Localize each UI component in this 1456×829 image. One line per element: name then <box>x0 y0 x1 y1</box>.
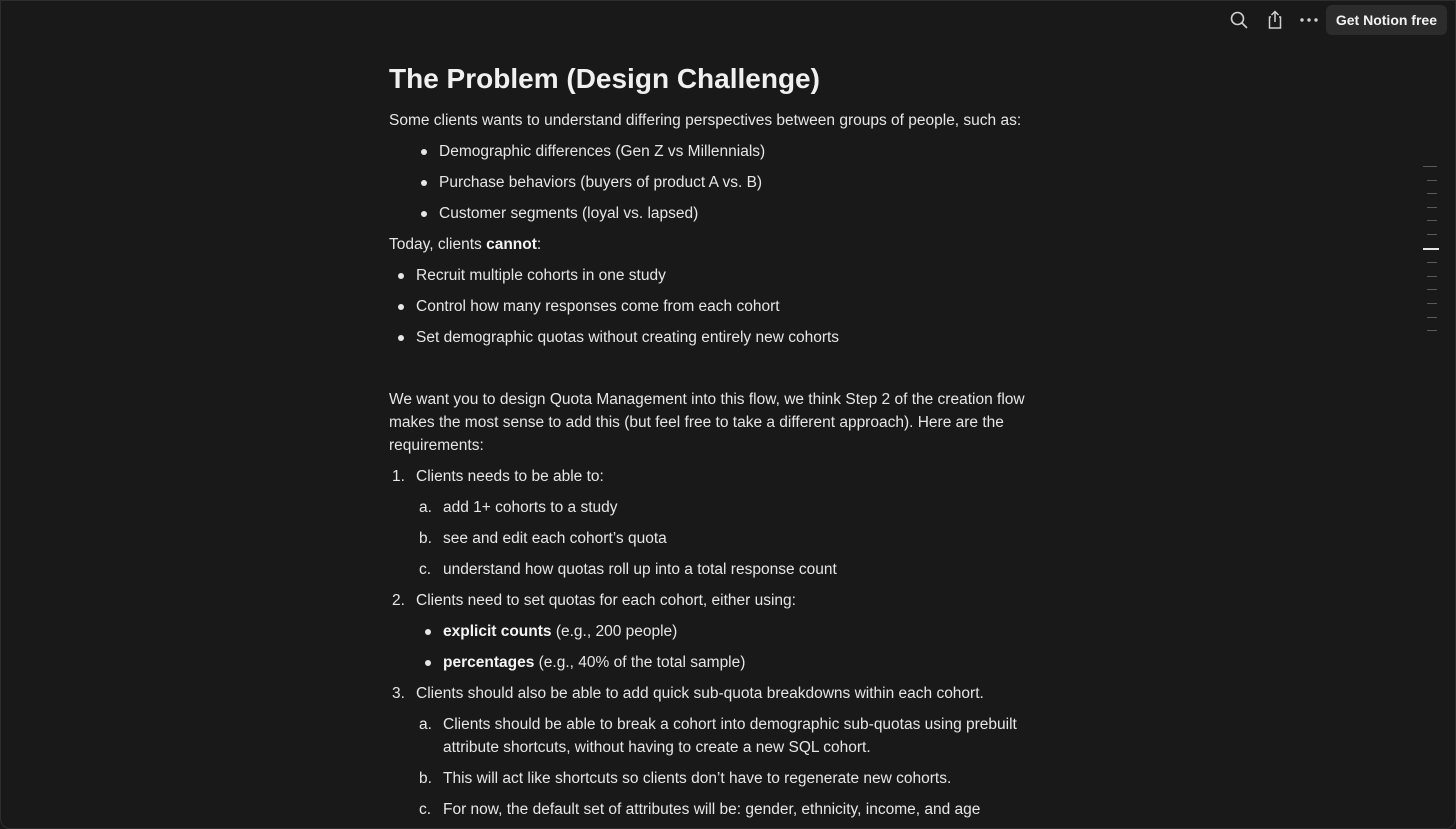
list-item <box>389 291 1049 322</box>
list-item-text: Control how many responses come from each cohort <box>416 298 780 315</box>
list-number: b. <box>419 770 432 787</box>
list-number: 2. <box>392 592 405 609</box>
list-number: a. <box>419 499 432 516</box>
list-number: 1. <box>392 468 405 485</box>
list-item <box>416 647 1049 678</box>
bullet-icon <box>421 211 427 217</box>
today-paragraph <box>389 229 1049 260</box>
requirement-2 <box>389 585 1049 616</box>
list-item-text: Clients should also be able to add quick sub-quota breakdowns within each cohort. <box>416 685 984 702</box>
today-text: Today, clients <box>389 236 487 253</box>
toc-marker[interactable] <box>1427 207 1437 208</box>
requirements-list <box>389 461 1049 825</box>
list-item-text: see and edit each cohort’s quota <box>443 530 667 547</box>
examples-list <box>389 136 1049 229</box>
list-item-text: Clients should be able to break a cohort into demographic sub-quotas using prebuilt attribute shortcuts, without having to create a new SQL cohort. <box>443 716 1017 756</box>
list-item-text: Recruit multiple cohorts in one study <box>416 267 666 284</box>
list-number: b. <box>419 530 432 547</box>
list-item-text: Demographic differences (Gen Z vs Millennials) <box>439 143 766 160</box>
toc-marker[interactable] <box>1427 180 1437 181</box>
list-item <box>416 794 1049 825</box>
list-item-text: Purchase behaviors (buyers of product A vs. B) <box>439 174 763 191</box>
list-item-text: (e.g., 200 people) <box>551 623 678 640</box>
list-item-text: understand how quotas roll up into a total response count <box>443 561 837 578</box>
requirement-3 <box>389 678 1049 709</box>
bullet-icon <box>398 335 404 341</box>
list-item-bold: explicit counts <box>443 623 552 640</box>
toc-marker[interactable] <box>1427 262 1437 263</box>
list-item <box>416 554 1049 585</box>
search-icon[interactable] <box>1228 9 1250 31</box>
list-item-text: Clients need to set quotas for each cohort, either using: <box>416 592 796 609</box>
toc-marker[interactable] <box>1423 166 1437 167</box>
toc-marker[interactable] <box>1427 276 1437 277</box>
toc-marker-active[interactable] <box>1423 248 1439 250</box>
list-item <box>389 260 1049 291</box>
list-number: c. <box>419 801 432 818</box>
page-content <box>389 61 1049 825</box>
toc-marker[interactable] <box>1427 330 1437 331</box>
toc-marker[interactable] <box>1427 193 1437 194</box>
list-item <box>416 616 1049 647</box>
bullet-icon <box>421 149 427 155</box>
list-item <box>389 322 1049 353</box>
list-item-text: This will act like shortcuts so clients don’t have to regenerate new cohorts. <box>443 770 952 787</box>
more-horizontal-icon[interactable] <box>1298 9 1320 31</box>
list-item-bold: percentages <box>443 654 535 671</box>
list-item <box>416 763 1049 794</box>
cannot-list <box>389 260 1049 353</box>
requirements-intro: We want you to design Quota Management into this flow, we think Step 2 of the creation flow makes the most sense to add this (but feel free to take a different approach). Here are the requirements: <box>389 391 1025 454</box>
intro-paragraph: Some clients wants to understand differing perspectives between groups of people, such as: <box>389 112 1022 129</box>
bullet-icon <box>421 180 427 186</box>
list-item-text: Clients needs to be able to: <box>416 468 604 485</box>
bullet-icon <box>425 660 431 666</box>
table-of-contents-rail[interactable] <box>1423 166 1437 344</box>
list-item-text: For now, the default set of attributes will be: gender, ethnicity, income, and age <box>443 801 981 818</box>
page-title: The Problem (Design Challenge) <box>389 63 820 94</box>
list-number: c. <box>419 561 432 578</box>
list-item-text: Set demographic quotas without creating entirely new cohorts <box>416 329 840 346</box>
list-item <box>412 198 1049 229</box>
get-notion-free-button[interactable]: Get Notion free <box>1326 5 1447 35</box>
requirement-1 <box>389 461 1049 492</box>
today-suffix: : <box>536 236 542 253</box>
list-number: a. <box>419 716 432 733</box>
bullet-icon <box>425 629 431 635</box>
list-item <box>416 523 1049 554</box>
today-bold-text: cannot <box>486 236 537 253</box>
list-item <box>416 492 1049 523</box>
toc-marker[interactable] <box>1427 220 1437 221</box>
list-number: 3. <box>392 685 405 702</box>
toc-marker[interactable] <box>1427 289 1437 290</box>
toc-marker[interactable] <box>1427 317 1437 318</box>
list-item-text: Customer segments (loyal vs. lapsed) <box>439 205 699 222</box>
share-icon[interactable] <box>1264 9 1286 31</box>
bullet-icon <box>398 304 404 310</box>
bullet-icon <box>398 273 404 279</box>
toc-marker[interactable] <box>1427 234 1437 235</box>
list-item-text: add 1+ cohorts to a study <box>443 499 618 516</box>
list-item <box>412 136 1049 167</box>
top-bar <box>1 1 1455 39</box>
empty-block <box>389 353 1049 384</box>
toc-marker[interactable] <box>1427 303 1437 304</box>
list-item <box>412 167 1049 198</box>
list-item-text: (e.g., 40% of the total sample) <box>534 654 746 671</box>
list-item <box>416 709 1049 763</box>
